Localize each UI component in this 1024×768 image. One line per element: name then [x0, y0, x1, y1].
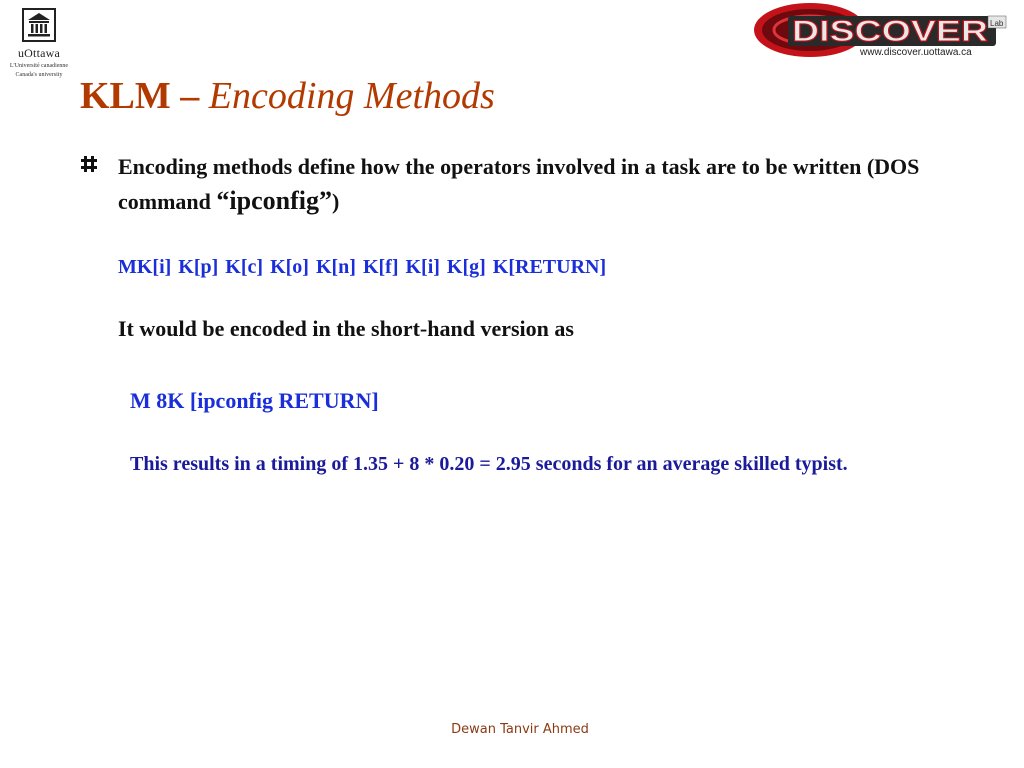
- uottawa-logo: [8, 8, 70, 79]
- discover-wordmark: DISCOVER: [792, 15, 989, 48]
- slide-title-topic: Encoding Methods: [208, 75, 495, 117]
- uottawa-subtitle-fr: L'Université canadienne: [9, 63, 69, 69]
- slide-title: [80, 74, 495, 118]
- discover-lab-tag: Lab: [990, 19, 1004, 28]
- keystroke-encoding-long: MK[i] K[p] K[c] K[o] K[n] K[f] K[i] K[g] K[RETURN]: [118, 256, 607, 278]
- bullet-text-main: Encoding methods define how the operators involved in a task are to be written (DOS command: [118, 154, 920, 214]
- uottawa-wordmark: uOttawa: [17, 46, 61, 60]
- footer-author: Dewan Tanvir Ahmed: [451, 722, 589, 737]
- discover-url: www.discover.uottawa.ca: [860, 47, 972, 58]
- bullet-text-command: “ipconfig”: [216, 186, 332, 215]
- uottawa-building-icon: [22, 8, 56, 42]
- discover-lab-logo: [752, 2, 1008, 60]
- timing-result: This results in a timing of 1.35 + 8 * 0.20 = 2.95 seconds for an average skilled typist.: [130, 453, 848, 475]
- bullet-text: [118, 150, 998, 219]
- slide-title-klm: KLM –: [80, 75, 200, 117]
- shorthand-intro: It would be encoded in the short-hand version as: [118, 316, 574, 341]
- uottawa-subtitle-en: Canada's university: [15, 72, 63, 78]
- bullet-text-close: ): [331, 189, 340, 214]
- keystroke-encoding-short: M 8K [ipconfig RETURN]: [130, 388, 379, 413]
- hash-bullet-icon: [80, 155, 98, 173]
